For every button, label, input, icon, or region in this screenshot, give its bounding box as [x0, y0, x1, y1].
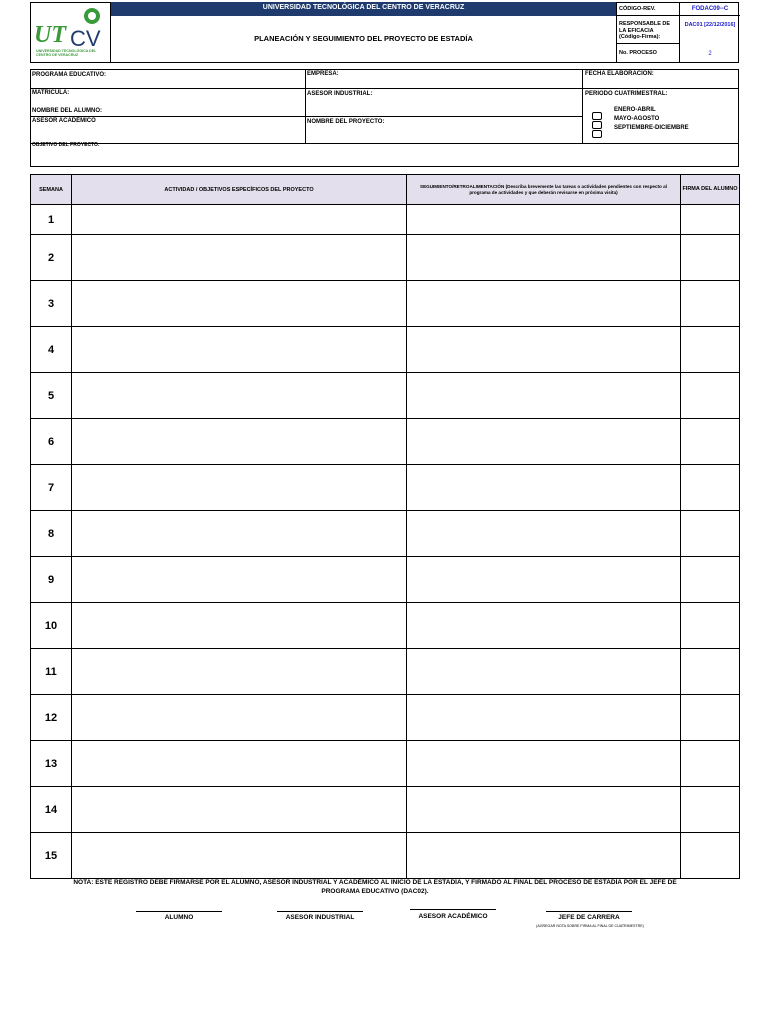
actividad-cell[interactable]: [72, 833, 407, 879]
asesor-academico-label: ASESOR ACADÉMICO: [32, 118, 96, 124]
table-row: [31, 557, 740, 603]
signature-asesor-academico: ASESOR ACADÉMICO: [418, 913, 488, 920]
firma-cell[interactable]: [681, 833, 740, 879]
seguimiento-cell[interactable]: [407, 833, 681, 879]
seguimiento-cell[interactable]: [407, 741, 681, 787]
table-row: [31, 695, 740, 741]
matricula-label: MATRICULA:: [32, 90, 70, 96]
firma-cell[interactable]: [681, 649, 740, 695]
seguimiento-cell[interactable]: [407, 557, 681, 603]
firma-cell[interactable]: [681, 327, 740, 373]
seguimiento-cell[interactable]: [407, 327, 681, 373]
responsable-value: DAC01 [22/12/2016]: [684, 22, 736, 28]
svg-text:UT: UT: [34, 22, 66, 48]
periodo-option-3[interactable]: [592, 125, 689, 143]
firma-cell[interactable]: [681, 205, 740, 235]
table-row: [31, 465, 740, 511]
firma-cell[interactable]: [681, 465, 740, 511]
actividad-cell[interactable]: [72, 741, 407, 787]
logo-subtext: UNIVERSIDAD TECNOLÓGICA DEL CENTRO DE VERACRUZ: [36, 49, 97, 57]
signature-line-alumno: [136, 911, 222, 912]
jefe-note: (AGREGAR NOTA SOBRE FIRMA AL FINAL DE CUATRIMESTRE): [536, 924, 644, 928]
table-row: [31, 603, 740, 649]
week-number: 9: [31, 557, 72, 603]
firma-cell[interactable]: [681, 235, 740, 281]
signature-line-asesor-academico: [410, 909, 496, 910]
info-row-line: [30, 116, 583, 117]
weekly-table: [30, 174, 740, 879]
firma-cell[interactable]: [681, 695, 740, 741]
footer-note: NOTA: ESTE REGISTRO DEBE FIRMARSE POR EL ALUMNO, ASESOR INDUSTRIAL Y ACADÉMICO AL INICIO DE LA ESTADÍA, Y FIRMADO AL FINAL DEL PROCESO DE ESTADÍA POR EL JEFE DE PROGRAMA EDUCATIVO (DAC02).: [73, 879, 677, 895]
week-number: 4: [31, 327, 72, 373]
col-firma: [681, 175, 740, 205]
week-number: 3: [31, 281, 72, 327]
table-row: [31, 741, 740, 787]
col-seguimiento-text: SEGUIMIENTO/RETROALIMENTACIÓN (Describa brevemente las tareas o actividades pendientes con respecto al programa de actividades y que deberán revisarse en próxima visita): [420, 183, 667, 195]
periodo-option-label: ENERO-ABRIL: [614, 107, 656, 113]
codigo-label: CÓDIGO-REV.: [617, 2, 680, 16]
firma-cell[interactable]: [681, 557, 740, 603]
seguimiento-cell[interactable]: [407, 373, 681, 419]
actividad-cell[interactable]: [72, 557, 407, 603]
actividad-cell[interactable]: [72, 787, 407, 833]
actividad-cell[interactable]: [72, 511, 407, 557]
week-number: 14: [31, 787, 72, 833]
actividad-cell[interactable]: [72, 205, 407, 235]
actividad-cell[interactable]: [72, 465, 407, 511]
actividad-cell[interactable]: [72, 373, 407, 419]
signature-line-asesor-industrial: [277, 911, 363, 912]
actividad-cell[interactable]: [72, 419, 407, 465]
empresa-label: EMPRESA:: [307, 71, 339, 77]
actividad-cell[interactable]: [72, 327, 407, 373]
seguimiento-cell[interactable]: [407, 603, 681, 649]
proceso-value: 2: [708, 51, 712, 57]
signature-line-jefe: [546, 911, 632, 912]
info-row-line: [30, 143, 739, 144]
table-row: [31, 205, 740, 235]
week-number: 15: [31, 833, 72, 879]
programa-label: PROGRAMA EDUCATIVO:: [32, 72, 106, 78]
actividad-cell[interactable]: [72, 281, 407, 327]
info-divider: [582, 69, 583, 143]
responsable-label: RESPONSABLE DE LA EFICACIA (Código-Firma):: [617, 16, 680, 44]
seguimiento-cell[interactable]: [407, 465, 681, 511]
week-number: 11: [31, 649, 72, 695]
firma-cell[interactable]: [681, 787, 740, 833]
fecha-label: FECHA ELABORACIÓN:: [585, 71, 654, 77]
seguimiento-cell[interactable]: [407, 649, 681, 695]
info-divider: [305, 69, 306, 143]
table-row: [31, 419, 740, 465]
alumno-label: NOMBRE DEL ALUMNO:: [32, 108, 102, 114]
university-name: UNIVERSIDAD TECNOLÓGICA DEL CENTRO DE VERACRUZ: [111, 2, 616, 16]
week-number: 8: [31, 511, 72, 557]
firma-cell[interactable]: [681, 419, 740, 465]
seguimiento-cell[interactable]: [407, 695, 681, 741]
actividad-cell[interactable]: [72, 649, 407, 695]
table-row: [31, 511, 740, 557]
firma-cell[interactable]: [681, 741, 740, 787]
signature-alumno: ALUMNO: [164, 914, 194, 921]
col-actividad: ACTIVIDAD / OBJETIVOS ESPECÍFICOS DEL PROYECTO: [72, 175, 407, 205]
firma-cell[interactable]: [681, 511, 740, 557]
table-header-row: [31, 175, 740, 205]
seguimiento-cell[interactable]: [407, 419, 681, 465]
week-number: 1: [31, 205, 72, 235]
seguimiento-cell[interactable]: [407, 205, 681, 235]
logo-cell: [30, 2, 111, 63]
proceso-label: No. PROCESO: [617, 44, 680, 63]
info-row-line: [30, 88, 739, 89]
week-number: 7: [31, 465, 72, 511]
codigo-value: FODAC09--C: [680, 2, 740, 16]
table-row: [31, 327, 740, 373]
table-row: [31, 281, 740, 327]
seguimiento-cell[interactable]: [407, 511, 681, 557]
week-number: 6: [31, 419, 72, 465]
table-row: [31, 373, 740, 419]
col-firma-text: FIRMA DEL ALUMNO: [682, 186, 738, 192]
table-row: [31, 649, 740, 695]
seguimiento-cell[interactable]: [407, 787, 681, 833]
firma-cell[interactable]: [681, 281, 740, 327]
actividad-cell[interactable]: [72, 603, 407, 649]
periodo-label: PERIODO CUATRIMESTRAL:: [585, 91, 668, 97]
signature-jefe: JEFE DE CARRERA: [558, 914, 620, 921]
svg-text:CV: CV: [70, 26, 101, 51]
table-row: [31, 235, 740, 281]
week-number: 10: [31, 603, 72, 649]
firma-cell[interactable]: [681, 603, 740, 649]
table-row: [31, 787, 740, 833]
periodo-option-label: MAYO-AGOSTO: [614, 116, 660, 122]
radio-icon[interactable]: [592, 130, 602, 138]
actividad-cell[interactable]: [72, 235, 407, 281]
code-block: [616, 2, 739, 63]
seguimiento-cell[interactable]: [407, 235, 681, 281]
seguimiento-cell[interactable]: [407, 281, 681, 327]
table-row: [31, 833, 740, 879]
week-number: 5: [31, 373, 72, 419]
col-semana: SEMANA: [31, 175, 72, 205]
proyecto-label: NOMBRE DEL PROYECTO:: [307, 119, 385, 125]
week-number: 13: [31, 741, 72, 787]
firma-cell[interactable]: [681, 373, 740, 419]
form-title: PLANEACIÓN Y SEGUIMIENTO DEL PROYECTO DE ESTADÍA: [254, 34, 473, 43]
actividad-cell[interactable]: [72, 695, 407, 741]
periodo-option-label: SEPTIEMBRE-DICIEMBRE: [614, 125, 689, 131]
col-seguimiento: [407, 175, 681, 205]
signature-asesor-industrial: ASESOR INDUSTRIAL: [285, 914, 355, 921]
weekly-table-body: [31, 205, 740, 879]
week-number: 2: [31, 235, 72, 281]
objetivo-label: OBJETIVO DEL PROYECTO.: [32, 142, 100, 148]
asesor-industrial-label: ASESOR INDUSTRIAL:: [307, 91, 373, 97]
week-number: 12: [31, 695, 72, 741]
